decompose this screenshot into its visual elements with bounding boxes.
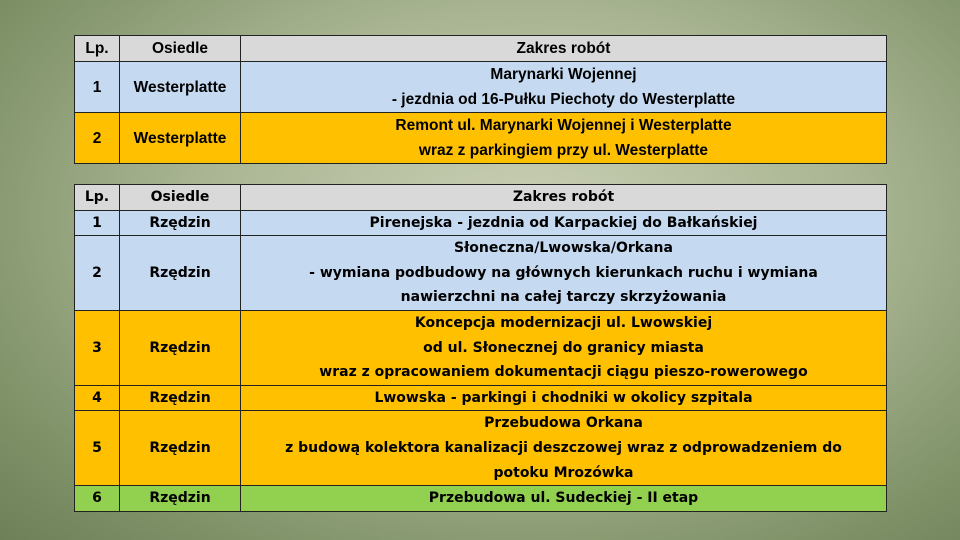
table-row — [75, 486, 887, 512]
row-lp: 4 — [75, 385, 120, 411]
header-osiedle: Osiedle — [120, 36, 241, 62]
header-zakres: Zakres robót — [241, 185, 887, 211]
zakres-line: Słoneczna/Lwowska/Orkana — [454, 240, 673, 257]
row-lp: 1 — [75, 62, 120, 113]
row-lp: 1 — [75, 210, 120, 236]
row-zakres — [241, 411, 887, 486]
row-osiedle: Rzędzin — [120, 486, 241, 512]
row-osiedle: Westerplatte — [120, 62, 241, 113]
table-row — [75, 210, 887, 236]
table-row — [75, 62, 887, 113]
zakres-line: Lwowska - parkingi i chodniki w okolicy szpitala — [374, 389, 753, 406]
table-header-row — [75, 36, 887, 62]
row-zakres — [241, 210, 887, 236]
row-lp: 2 — [75, 236, 120, 311]
row-lp: 3 — [75, 310, 120, 385]
table-body — [75, 210, 887, 511]
zakres-line: Przebudowa ul. Sudeckiej - II etap — [428, 490, 699, 507]
zakres-line: wraz z opracowaniem dokumentacji ciągu pieszo-rowerowego — [319, 364, 808, 381]
row-zakres — [241, 62, 887, 113]
zakres-line: wraz z parkingiem przy ul. Westerplatte — [418, 142, 709, 159]
table-row — [75, 385, 887, 411]
zakres-line: - wymiana podbudowy na głównych kierunkach ruchu i wymiana — [309, 264, 818, 281]
table-row — [75, 310, 887, 385]
row-zakres — [241, 310, 887, 385]
table-body — [75, 62, 887, 164]
row-zakres — [241, 385, 887, 411]
zakres-line: z budową kolektora kanalizacji deszczowej wraz z odprowadzeniem do — [285, 439, 842, 456]
zakres-line: potoku Mrozówka — [493, 464, 634, 481]
row-lp: 6 — [75, 486, 120, 512]
header-lp: Lp. — [75, 36, 120, 62]
row-osiedle: Rzędzin — [120, 210, 241, 236]
row-zakres — [241, 236, 887, 311]
row-zakres — [241, 113, 887, 164]
row-lp: 5 — [75, 411, 120, 486]
row-lp: 2 — [75, 113, 120, 164]
table-row — [75, 113, 887, 164]
table-row — [75, 236, 887, 311]
row-osiedle: Rzędzin — [120, 236, 241, 311]
header-zakres: Zakres robót — [241, 36, 887, 62]
zakres-line: - jezdnia od 16-Pułku Piechoty do Westerplatte — [391, 91, 736, 108]
row-osiedle: Westerplatte — [120, 113, 241, 164]
zakres-line: od ul. Słonecznej do granicy miasta — [423, 339, 704, 356]
header-osiedle: Osiedle — [120, 185, 241, 211]
works-table-rzedzin — [74, 184, 887, 512]
zakres-line: nawierzchni na całej tarczy skrzyżowania — [400, 289, 727, 306]
table-row — [75, 411, 887, 486]
zakres-line: Marynarki Wojennej — [490, 66, 637, 83]
row-osiedle: Rzędzin — [120, 385, 241, 411]
header-lp: Lp. — [75, 185, 120, 211]
zakres-line: Remont ul. Marynarki Wojennej i Westerplatte — [395, 117, 732, 134]
works-table-westerplatte — [74, 35, 887, 164]
zakres-line: Koncepcja modernizacji ul. Lwowskiej — [414, 314, 713, 331]
row-osiedle: Rzędzin — [120, 310, 241, 385]
zakres-line: Przebudowa Orkana — [484, 415, 643, 432]
row-zakres — [241, 486, 887, 512]
table-header-row — [75, 185, 887, 211]
zakres-line: Pirenejska - jezdnia od Karpackiej do Bałkańskiej — [369, 214, 758, 231]
row-osiedle: Rzędzin — [120, 411, 241, 486]
